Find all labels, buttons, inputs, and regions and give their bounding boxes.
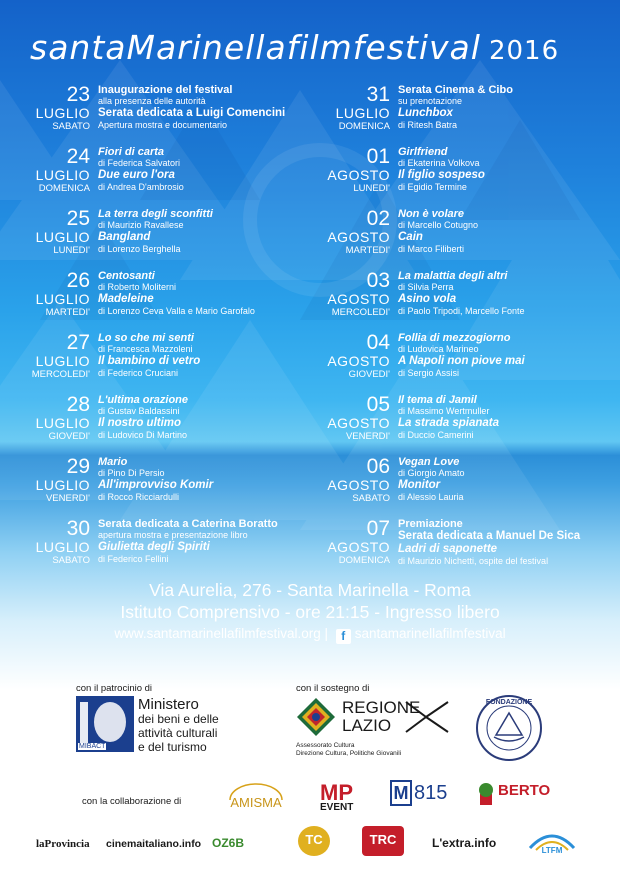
berto-text: BERTO <box>498 782 551 799</box>
entry-description <box>98 394 298 441</box>
mibact-logo <box>76 696 134 752</box>
entry-month: LUGLIO <box>35 229 90 245</box>
entry-weekday: DOMENICA <box>338 555 390 566</box>
schedule-entry <box>14 146 284 208</box>
entry-month: LUGLIO <box>35 539 90 555</box>
entry-description <box>98 332 298 379</box>
entry-month: LUGLIO <box>35 291 90 307</box>
schedule-entry <box>314 270 584 332</box>
regione-arrow-icon <box>404 700 450 734</box>
address-line: Via Aurelia, 276 - Santa Marinella - Roma <box>149 580 471 600</box>
entry-line2: di Ludovica Marineo <box>398 344 479 354</box>
cinemaitaliano-logo: cinemaitaliano.info <box>106 838 202 850</box>
entry-weekday: VENERDI' <box>45 493 90 504</box>
regione-chevron-icon <box>404 700 450 734</box>
schedule-entry <box>314 84 584 146</box>
schedule-left-column <box>14 84 284 580</box>
entry-line2: di Massimo Wertmuller <box>398 406 490 416</box>
m815-m: M <box>390 780 412 806</box>
entry-month: AGOSTO <box>327 539 390 555</box>
m815-number: 815 <box>414 782 448 804</box>
entry-description <box>398 332 598 379</box>
entry-month: AGOSTO <box>327 229 390 245</box>
entry-line3: La strada spianata <box>398 417 499 429</box>
tc-logo <box>298 826 330 856</box>
entry-line1: Premiazione <box>398 518 463 530</box>
entry-month: LUGLIO <box>35 415 90 431</box>
entry-weekday: LUNEDI' <box>353 183 390 194</box>
entry-line3: Bangland <box>98 231 151 243</box>
schedule-entry <box>314 332 584 394</box>
entry-line3: Ladri di saponette <box>398 543 498 555</box>
entry-weekday: DOMENICA <box>38 183 90 194</box>
entry-description <box>98 270 298 317</box>
entry-line1: La terra degli sconfitti <box>98 208 213 220</box>
entry-day: 02 <box>366 207 390 230</box>
m815-logo <box>390 780 450 808</box>
ministero-line3: attività culturali <box>138 726 218 740</box>
facebook-icon: f <box>336 629 351 644</box>
berto-plant-icon <box>476 782 496 806</box>
entry-line3: Il figlio sospeso <box>398 169 485 181</box>
entry-line4: di Federico Cruciani <box>98 368 179 378</box>
entry-line3: Asino vola <box>398 293 457 305</box>
entry-line4: Apertura mostra e documentario <box>98 120 228 130</box>
entry-day: 01 <box>366 145 390 168</box>
oz6b-logo: OZ6B <box>212 836 245 850</box>
regione-sub2: Direzione Cultura, Politiche Giovanili <box>296 750 402 757</box>
entry-line4: di Paolo Tripodi, Marcello Fonte <box>398 306 525 316</box>
ministero-name: Ministero <box>138 696 199 713</box>
entry-month: AGOSTO <box>327 477 390 493</box>
entry-day: 07 <box>366 517 390 540</box>
schedule-entry <box>314 518 584 580</box>
entry-line2: di Federica Salvatori <box>98 158 181 168</box>
collab-label: con la collaborazione di <box>82 796 182 807</box>
entry-line1: Mario <box>98 456 128 468</box>
entry-date <box>314 456 390 505</box>
entry-line3: Giulietta degli Spiriti <box>98 541 210 553</box>
entry-line1: Fiori di carta <box>98 146 165 158</box>
entry-day: 04 <box>366 331 390 354</box>
entry-line4: di Rocco Ricciardulli <box>98 492 180 502</box>
entry-date <box>314 332 390 381</box>
entry-line4: di Lorenzo Ceva Valla e Mario Garofalo <box>98 306 255 316</box>
entry-line2: alla presenza delle autorità <box>98 96 206 106</box>
lazio-word: LAZIO <box>342 716 392 735</box>
entry-line4: di Sergio Assisi <box>398 368 460 378</box>
entry-line4: di Federico Fellini <box>98 554 169 564</box>
schedule-entry <box>314 208 584 270</box>
entry-date <box>14 270 90 319</box>
entry-description <box>398 84 598 131</box>
entry-description <box>98 208 298 255</box>
regione-emblem-icon <box>296 697 336 737</box>
entry-weekday: GIOVEDI' <box>48 431 90 442</box>
entry-line4: di Duccio Camerini <box>398 430 474 440</box>
trc-text: TRC <box>369 832 397 847</box>
entry-date <box>314 208 390 257</box>
entry-line1: Inaugurazione del festival <box>98 84 233 96</box>
entry-line1: Serata Cinema & Cibo <box>398 84 513 96</box>
support-label: con il sostegno di <box>296 683 370 694</box>
entry-line4: di Marco Filiberti <box>398 244 465 254</box>
entry-date <box>314 518 390 567</box>
entry-line1: L'ultima orazione <box>98 394 189 406</box>
entry-day: 25 <box>66 207 90 230</box>
entry-month: AGOSTO <box>327 415 390 431</box>
entry-date <box>314 270 390 319</box>
schedule-entry <box>314 394 584 456</box>
entry-line3: Cain <box>398 231 423 243</box>
entry-day: 23 <box>66 83 90 106</box>
entry-day: 26 <box>66 269 90 292</box>
entry-weekday: SABATO <box>52 121 90 132</box>
mp-event-logo <box>318 780 362 814</box>
entry-day: 31 <box>366 83 390 106</box>
entry-line2: su prenotazione <box>398 96 463 106</box>
lextra-logo: L'extra.info <box>432 836 497 850</box>
entry-line2: di Gustav Baldassini <box>98 406 180 416</box>
tc-text: TC <box>305 832 323 847</box>
fondazione-text: FONDAZIONE <box>485 699 533 706</box>
entry-line1: Vegan Love <box>398 456 460 468</box>
entry-month: AGOSTO <box>327 291 390 307</box>
amisma-text: AMISMA <box>230 795 282 810</box>
schedule-entry <box>14 208 284 270</box>
entry-line4: di Lorenzo Berghella <box>98 244 181 254</box>
entry-weekday: GIOVEDI' <box>348 369 390 380</box>
schedule-entry <box>314 146 584 208</box>
entry-weekday: MERCOLEDI' <box>31 369 90 380</box>
festival-year: 2016 <box>488 36 560 66</box>
ltfm-logo <box>524 822 580 858</box>
entry-line2: di Francesca Mazzoleni <box>98 344 193 354</box>
la-provincia-logo: laProvincia <box>36 838 90 850</box>
entry-day: 06 <box>366 455 390 478</box>
entry-line4: di Ritesh Batra <box>398 120 458 130</box>
entry-month: LUGLIO <box>335 105 390 121</box>
trc-logo <box>362 826 404 856</box>
entry-date <box>314 146 390 195</box>
schedule-entry <box>14 456 284 518</box>
entry-line2: di Maurizio Ravallese <box>98 220 184 230</box>
entry-line1: Follia di mezzogiorno <box>398 332 511 344</box>
entry-day: 24 <box>66 145 90 168</box>
entry-description <box>98 84 298 131</box>
entry-line3: Due euro l'ora <box>98 169 175 181</box>
schedule-entry <box>14 270 284 332</box>
schedule-entry <box>14 332 284 394</box>
regione-sub1: Assessorato Cultura <box>296 742 355 749</box>
entry-description <box>398 208 598 255</box>
entry-description <box>98 146 298 193</box>
website-link[interactable]: www.santamarinellafilmfestival.org <box>114 626 321 641</box>
entry-month: AGOSTO <box>327 353 390 369</box>
entry-line1: Girlfriend <box>398 146 448 158</box>
entry-weekday: SABATO <box>52 555 90 566</box>
entry-description <box>398 456 598 503</box>
mibact-mark: MIBACT <box>79 743 106 750</box>
web-separator: | <box>324 626 329 641</box>
entry-day: 27 <box>66 331 90 354</box>
entry-month: LUGLIO <box>35 105 90 121</box>
entry-line4: di Maurizio Nichetti, ospite del festival <box>398 556 549 566</box>
entry-line3: All'improvviso Komir <box>98 479 214 491</box>
entry-line2: apertura mostra e presentazione libro <box>98 530 248 540</box>
entry-date <box>314 394 390 443</box>
entry-line3: A Napoli non piove mai <box>398 355 525 367</box>
entry-day: 29 <box>66 455 90 478</box>
entry-day: 03 <box>366 269 390 292</box>
patronage-label: con il patrocinio di <box>76 683 153 694</box>
entry-month: LUGLIO <box>35 477 90 493</box>
amisma-logo <box>222 778 290 818</box>
entry-month: AGOSTO <box>327 167 390 183</box>
regione-word: REGIONE <box>342 698 421 717</box>
schedule-entry <box>314 456 584 518</box>
entry-weekday: MARTEDI' <box>45 307 90 318</box>
entry-date <box>14 208 90 257</box>
entry-date <box>14 146 90 195</box>
entry-line3: Serata dedicata a Luigi Comencini <box>98 107 286 119</box>
entry-description <box>398 518 598 567</box>
entry-weekday: LUNEDI' <box>53 245 90 256</box>
entry-line1: Il tema di Jamil <box>398 394 477 406</box>
entry-line2: Serata dedicata a Manuel De Sica <box>398 530 581 542</box>
facebook-link[interactable]: santamarinellafilmfestival <box>354 626 506 641</box>
entry-line1: Non è volare <box>398 208 465 220</box>
berto-logo <box>476 778 551 812</box>
entry-line1: Centosanti <box>98 270 155 282</box>
entry-description <box>98 456 298 503</box>
entry-line3: Madeleine <box>98 293 154 305</box>
entry-line1: Serata dedicata a Caterina Boratto <box>98 518 278 530</box>
entry-day: 28 <box>66 393 90 416</box>
mp-text: MP <box>320 780 353 805</box>
entry-date <box>14 84 90 133</box>
entry-date <box>14 394 90 443</box>
entry-line3: Monitor <box>398 479 441 491</box>
entry-line3: Il bambino di vetro <box>98 355 201 367</box>
entry-weekday: DOMENICA <box>338 121 390 132</box>
entry-line3: Lunchbox <box>398 107 453 119</box>
fondazione-seal <box>474 693 544 763</box>
entry-description <box>398 146 598 193</box>
entry-line4: di Alessio Lauria <box>398 492 464 502</box>
mp-event-text: EVENT <box>320 802 354 813</box>
ministero-line4: e del turismo <box>138 740 207 754</box>
entry-month: LUGLIO <box>35 167 90 183</box>
entry-description <box>98 518 298 565</box>
entry-month: LUGLIO <box>35 353 90 369</box>
entry-line3: Il nostro ultimo <box>98 417 182 429</box>
schedule-entry <box>14 84 284 146</box>
schedule-entry <box>14 518 284 580</box>
entry-line4: di Andrea D'ambrosio <box>98 182 184 192</box>
entry-line2: di Pino Di Persio <box>98 468 165 478</box>
entry-day: 30 <box>66 517 90 540</box>
entry-date <box>14 456 90 505</box>
entry-weekday: MARTEDI' <box>345 245 390 256</box>
festival-title <box>30 28 590 72</box>
entry-description <box>398 394 598 441</box>
festival-title-text: santaMarinellafilmfestival <box>30 28 481 67</box>
entry-line2: di Giorgio Amato <box>398 468 465 478</box>
entry-weekday: VENERDI' <box>345 431 390 442</box>
entry-line2: di Roberto Moliterni <box>98 282 177 292</box>
web-line <box>0 626 620 644</box>
schedule-entry <box>14 394 284 456</box>
entry-line1: La malattia degli altri <box>398 270 508 282</box>
entry-line2: di Marcello Cotugno <box>398 220 479 230</box>
entry-date <box>14 518 90 567</box>
entry-weekday: SABATO <box>352 493 390 504</box>
entry-line2: di Silvia Perra <box>398 282 454 292</box>
entry-line4: di Ludovico Di Martino <box>98 430 188 440</box>
entry-line4: di Egidio Termine <box>398 182 467 192</box>
entry-day: 05 <box>366 393 390 416</box>
entry-weekday: MERCOLEDI' <box>331 307 390 318</box>
ltfm-text: LTFM <box>541 846 563 855</box>
regione-lazio-emblem <box>296 697 336 737</box>
venue-line: Istituto Comprensivo - ore 21:15 - Ingresso libero <box>120 602 500 622</box>
entry-line1: Lo so che mi senti <box>98 332 194 344</box>
entry-line2: di Ekaterina Volkova <box>398 158 480 168</box>
schedule-right-column <box>314 84 584 580</box>
entry-date <box>14 332 90 381</box>
entry-description <box>398 270 598 317</box>
ministero-line2: dei beni e delle <box>138 712 219 726</box>
entry-date <box>314 84 390 133</box>
